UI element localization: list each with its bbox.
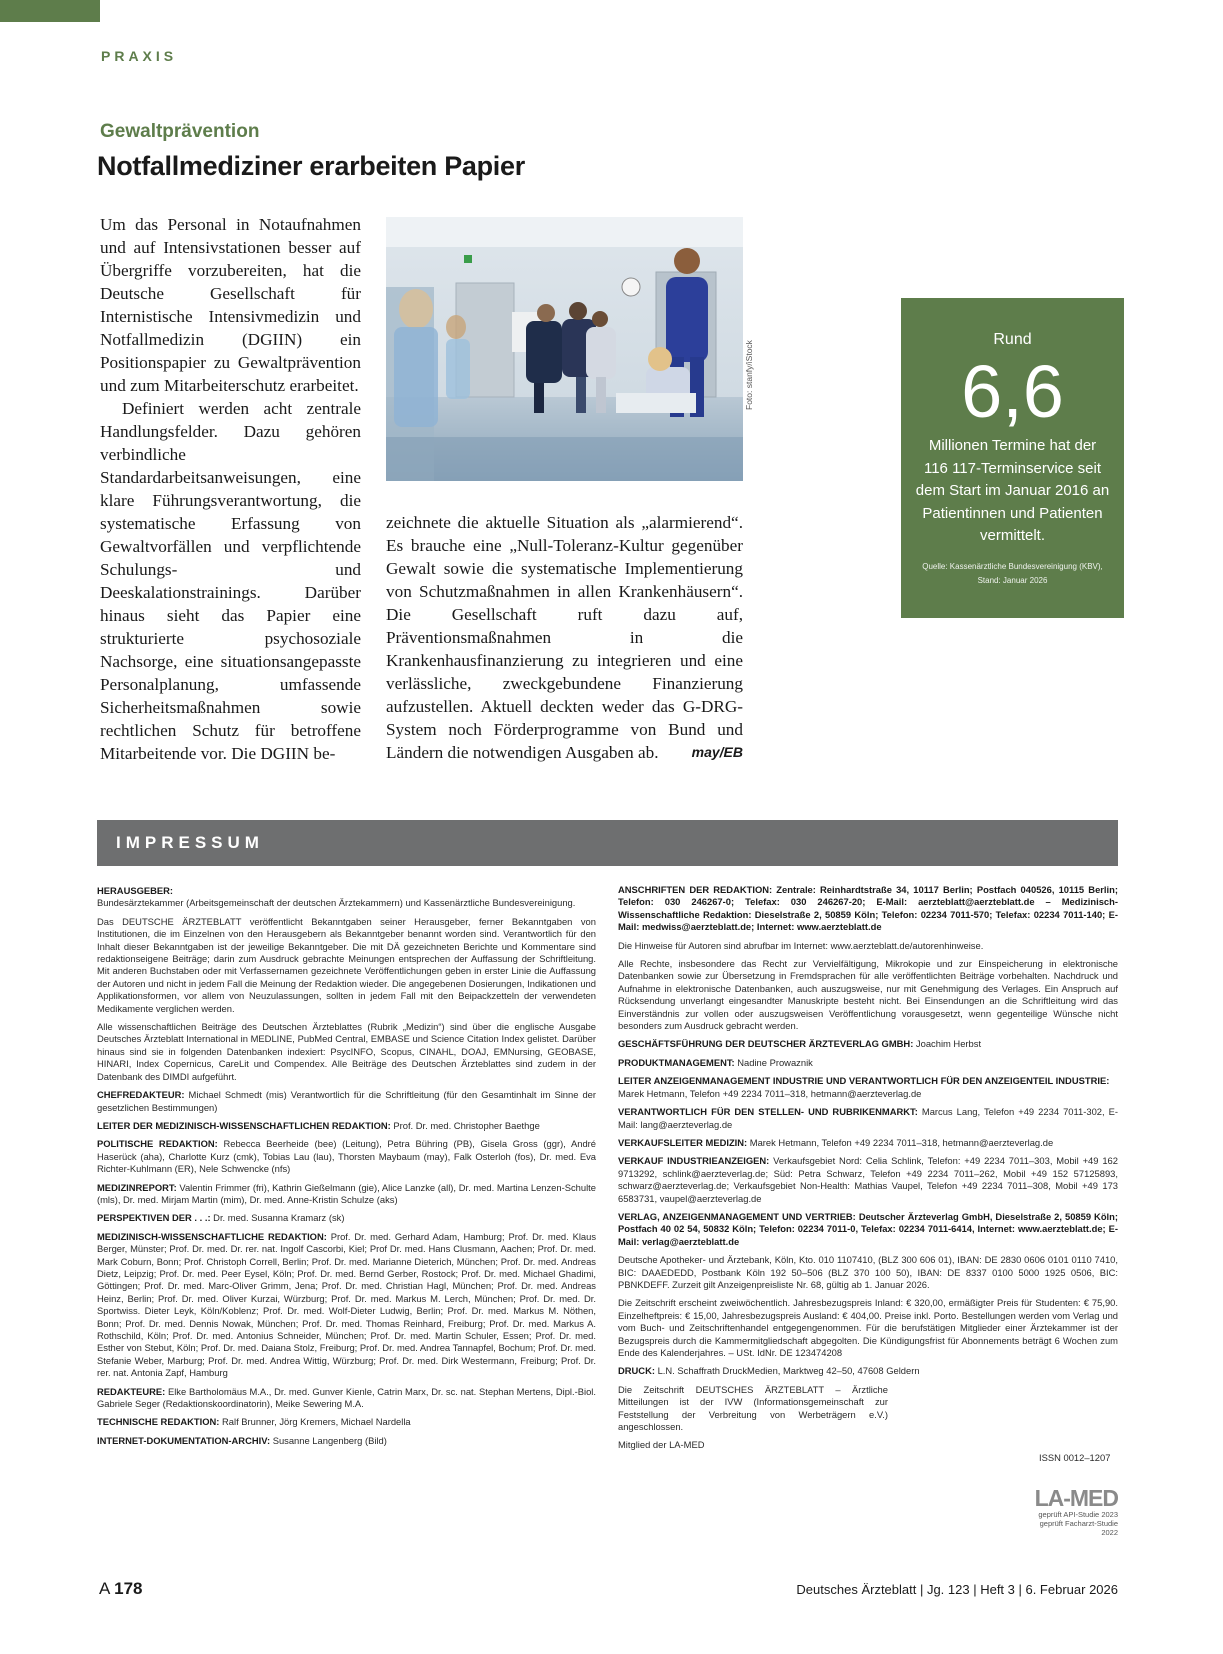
impressum-entry xyxy=(97,1416,596,1428)
impressum-entry xyxy=(97,916,596,1015)
impressum-entry xyxy=(618,1038,1118,1050)
section-color-tab xyxy=(0,0,100,22)
impressum-label: VERKAUFSLEITER MEDIZIN: xyxy=(618,1136,748,1148)
impressum-text: Deutsche Apotheker- und Ärztebank, Köln, Kto. 010 1107410, (BLZ 300 606 01), IBAN: DE 2830 0606 0101 0110 7410, BIC: DAAEDEDD, Postbank Köln 192 50–506 (BLZ 370 100 50), IBAN: DE 8337 0100 5000 1925 0506, BIC: PBNKDEFF. Zurzeit gilt Anzeigenpreisliste Nr. 68, gültig ab 1. Januar 2026. xyxy=(618,1254,1118,1290)
impressum-text: Elke Bartholomäus M.A., Dr. med. Gunver Kienle, Catrin Marx, Dr. sc. nat. Stephan Mertens, Dipl.-Biol. Gabriele Seger (Redaktionskoordinatorin), Meike Sewering M.A. xyxy=(97,1385,596,1410)
impressum-entry xyxy=(618,1365,1118,1377)
article-paragraph-text: zeichnete die aktuelle Situation als „alarmierend“. Es brauche eine „Null-Toleranz-Kultur gegenüber Gewalt sowie die systematische Implementierung von Schutzmaßnahmen in allen Krankenhäusern“. Die Gesellschaft ruft dazu auf, Präventionsmaßnahmen in die Krankenhausfinanzierung zu integrieren und eine verlässliche, zweckgebundene Finanzierung aufzustellen. Aktuell deckten weder das G-DRG-System noch Förderprogramme von Bund und Ländern die notwendigen Ausgaben ab. xyxy=(386,513,743,762)
impressum-text: Marcus Lang, Telefon +49 2234 7011-302, E-Mail: lang@aerzteverlag.de xyxy=(618,1106,1119,1130)
impressum-entry xyxy=(618,958,1118,1032)
impressum-text: Alle Rechte, insbesondere das Recht zur Vervielfältigung, Mikrokopie und zur Einspeicherung in elektronische Datenbanken sowie zur Übersetzung in Fremdsprachen für alle veröffentlichten Beiträge vorbehalten. Nachdruck und Aufnahme in elektronische Datenbanken, auch auszugsweise, nur mit Genehmigung des Verlages. Ein Anspruch auf Rücksendung unverlangt eingesandter Manuskripte besteht nicht. Bei Einsendungen an die Schriftleitung wird das Einverständnis zur vollen oder auszugsweisen Veröffentlichung vorausgesetzt, wenn gegenteilige Wünsche nicht besonders zum Ausdruck gebracht werden. xyxy=(618,958,1118,1032)
impressum-entry xyxy=(618,1439,1118,1451)
impressum-label: ANSCHRIFTEN DER REDAKTION: xyxy=(618,884,773,895)
fact-prefix: Rund xyxy=(993,331,1032,348)
impressum-label: CHEFREDAKTEUR: xyxy=(97,1089,185,1101)
impressum-entry xyxy=(618,1384,888,1434)
impressum-text: Bundesärztekammer (Arbeitsgemeinschaft der deutschen Ärztekammern) und Kassenärztliche Bundesvereinigung. xyxy=(97,897,576,909)
publication-info: Deutsches Ärzteblatt | Jg. 123 | Heft 3 | 6. Februar 2026 xyxy=(796,1582,1118,1597)
la-med-caption: geprüft Facharzt-Studie 2022 xyxy=(1039,1519,1118,1537)
article-paragraph xyxy=(386,511,743,764)
impressum-text: Das DEUTSCHE ÄRZTEBLATT veröffentlicht Bekanntgaben seiner Herausgeber, ferner Bekanntgaben von Institutionen, die im Einzelnen von den Herausgebern als Bekanntgeber benannt worden sind. Verantwortlich für den Inhalt dieser Bekanntgaben ist der jeweilige Bekanntgeber. Die mit DÄ gezeichneten Berichte und Kommentare sind redaktionseigene Beiträge; darin zum Ausdruck gebrachte Meinungen entsprechen der Auffassung der Schriftleitung. Mit anderen Buchstaben oder mit Verfassernamen gezeichnete Veröffentlichungen geben in erster Linie die Auffassung der Autoren und nicht in jedem Fall die Meinung der Redaktion wieder. Die angegebenen Dosierungen, Indikationen und Applikationsformen, vor allem von Neuzulassungen, sollten in jedem Fall mit den Beipackzetteln der verwendeten Medikamente verglichen werden. xyxy=(97,915,596,1014)
impressum-entry xyxy=(618,1254,1118,1291)
impressum-column-1 xyxy=(97,885,596,1453)
impressum-label: LEITER ANZEIGENMANAGEMENT INDUSTRIE UND VERANTWORTLICH FÜR DEN ANZEIGENTEIL INDUSTRIE: xyxy=(618,1075,1110,1087)
article-photo xyxy=(386,217,743,481)
impressum-text: Valentin Frimmer (fri), Kathrin Gießelmann (gie), Alice Lanzke (all), Dr. med. Martina Lenzen-Schulte (mls), Dr. med. Mirjam Martin (mim), Dr. med. Anne-Kristin Schulze (aks) xyxy=(97,1181,597,1205)
impressum-label: PRODUKTMANAGEMENT: xyxy=(618,1056,735,1068)
impressum-label: HERAUSGEBER: xyxy=(97,885,174,896)
section-label: PRAXIS xyxy=(101,48,178,64)
impressum-text: Mitglied der LA-MED xyxy=(618,1439,705,1451)
impressum-label: TECHNISCHE REDAKTION: xyxy=(97,1416,220,1428)
impressum-label: MEDIZINISCH-WISSENSCHAFTLICHE REDAKTION: xyxy=(97,1230,327,1242)
impressum-label: REDAKTEURE: xyxy=(97,1385,166,1397)
impressum-text: Susanne Langenberg (Bild) xyxy=(272,1434,387,1446)
impressum-text: Alle wissenschaftlichen Beiträge des Deutschen Ärzteblattes (Rubrik „Medizin“) sind über die englische Ausgabe Deutsches Ärzteblatt International in MEDLINE, PubMed Central, EMBASE und Science Citation Index gelistet. Darüber hinaus sind sie in folgenden Datenbanken indexiert: PsycINFO, Scopus, CINAHL, DOAJ, EMNursing, GEOBASE, HINARI, Index Copernicus, CareLit und Compendex. Alle Beiträge des Deutschen Ärzteblattes sind zudem in der Datenbank des DIMDI aufgeführt. xyxy=(97,1021,596,1082)
impressum-text: Marek Hetmann, Telefon +49 2234 7011–318, hetmann@aerzteverlag.de xyxy=(749,1136,1054,1148)
impressum-text: Die Zeitschrift DEUTSCHES ÄRZTEBLATT – Ärztliche Mitteilungen ist der IVW (Informationsgemeinschaft zur Feststellung der Verbreitung von Werbeträgern e.V.) angeschlossen. xyxy=(618,1383,888,1433)
hospital-scene-image xyxy=(386,217,743,481)
la-med-caption: geprüft API-Studie 2023 xyxy=(1038,1510,1118,1519)
fact-text: Millionen Termine hat der 116 117-Terminservice seit dem Start im Januar 2016 an Patientinnen und Patienten vermittelt. xyxy=(915,437,1110,544)
impressum-text: Deutscher Ärzteverlag GmbH, Dieselstraße 2, 50859 Köln; Postfach 40 02 54, 50832 Köln; Telefon: 02234 7011-0, Telefax: 02234 7011-6414, Internet: www.aerzteblatt.de; E-Mail: verlag@aerzteblatt.de xyxy=(618,1210,1119,1247)
impressum-entry xyxy=(97,1120,596,1132)
page-prefix: A xyxy=(99,1579,110,1598)
impressum-text: Zentrale: Reinhardtstraße 34, 10117 Berlin; Postfach 040526, 10115 Berlin; Telefon: 030 246267-0; Telefax: 030 246267-20; E-Mail: aerzteblatt@aerzteblatt.de – Medizinisch-Wissenschaftliche Redaktion: Dieselstraße 2, 50859 Köln; Telefon: 02234 7011-570; Telefax: 02234 7011-140; E-Mail: medwiss@aerzteblatt.de; Internet: www.aerzteblatt.de xyxy=(618,884,1118,933)
impressum-text: Michael Schmedt (mis) Verantwortlich für die Schriftleitung (für den Gesamtinhalt im Sinne der gesetzlichen Bestimmungen) xyxy=(97,1089,597,1113)
impressum-entry xyxy=(618,1137,1118,1149)
impressum-entry xyxy=(97,1089,596,1114)
impressum-entry xyxy=(618,1155,1118,1205)
impressum-entry xyxy=(97,1231,596,1380)
article-column-2 xyxy=(386,511,743,764)
fact-number: 6,6 xyxy=(961,350,1064,433)
impressum-text: Prof. Dr. med. Gerhard Adam, Hamburg; Prof. Dr. med. Klaus Berger, Münster; Prof. Dr. med. Dr. rer. nat. Ingolf Cascorbi, Kiel; Prof Dr. med. Hans Clusmann, Aachen; Prof. Dr. med. Mark Coburn, Bonn; Prof. Christoph Correll, Berlin; Prof. Dr. med. Marianne Dieterich, München; Prof. Dr. med. Andreas Dietz, Leipzig; Prof. Dr. med. Peer Eysel, Köln; Prof. Dr. med. Bernd Gerber, Rostock; Prof. Dr. med. Michael Ghadimi, Göttingen; Prof. Dr. med. Marc-Oliver Grimm, Jena; Prof. Dr. med. Christian Hagl, München; Prof. Dr. med. Andreas Heinz, Berlin; Prof. Dr. med. Oliver Kurzai, Würzburg; Prof. Dr. med. Markus M. Lerch, München; Prof. Dr. med. Dr. Sportwiss. Dieter Leyk, Köln/Koblenz; Prof. Dr. med. Wolf-Dieter Ludwig, Berlin; Prof. Dr. med. Markus M. Nöthen, Bonn; Prof. Dr. med. Dennis Nowak, München; Prof. Dr. med. Thomas Reinhard, Freiburg; Prof. Dr. med. Markus A. Rothschild, Köln; Prof. Dr. med. Antonius Schneider, München; Prof. Dr. med. Martin Schuler, Essen; Prof. Dr. med. Esther von Stebut, Köln; Prof. Dr. med. Daiana Stolz, Freiburg; Prof. Dr. med. Andrea Tannapfel, Bochum; Prof. Dr. med. Stefanie Weber, Marburg; Prof. Dr. med. Andrea Wittig, Würzburg; Prof. Dr. med. Dirk Westermann, Freiburg; Prof. Dr. rer. nat. Antonia Zapf, Hamburg xyxy=(97,1230,597,1379)
impressum-label: MEDIZINREPORT: xyxy=(97,1181,177,1193)
impressum-entry xyxy=(618,884,1118,934)
impressum-entry xyxy=(97,1182,596,1207)
impressum-text: Verkaufsgebiet Nord: Celia Schlink, Telefon: +49 2234 7011–303, Mobil +49 162 9713292, schlink@aerzteverlag.de; Süd: Petra Schwarz, Telefon +49 2234 7011–262, Mobil +49 152 57125893, schwarz@aerzteverlag.de; Verkaufsgebiet Non-Health: Mathias Vaupel, Telefon +49 2234 7011–308, Mobil +49 173 6583731, vaupel@aerzteverlag.de xyxy=(618,1155,1118,1204)
impressum-text: Joachim Herbst xyxy=(915,1038,982,1050)
impressum-label: GESCHÄFTSFÜHRUNG DER DEUTSCHER ÄRZTEVERLAG GMBH: xyxy=(618,1038,914,1050)
author-signature: may/EB xyxy=(691,744,743,760)
impressum-text: Ralf Brunner, Jörg Kremers, Michael Nardella xyxy=(222,1416,411,1428)
photo-credit: Foto: stanfy/iStock xyxy=(744,340,754,410)
fact-box xyxy=(901,298,1124,618)
impressum-text: Die Hinweise für Autoren sind abrufbar im Internet: www.aerzteblatt.de/autorenhinweise. xyxy=(618,939,984,951)
page-number xyxy=(99,1579,143,1599)
issn-number: ISSN 0012–1207 xyxy=(1039,1452,1111,1463)
impressum-header-bar xyxy=(97,820,1118,866)
article-headline: Notfallmediziner erarbeiten Papier xyxy=(97,151,525,181)
impressum-text: Die Zeitschrift erscheint zweiwöchentlich. Jahresbezugspreis Inland: € 320,00, ermäßigter Preis für Studenten: € 75,90. Einzelheftpreis: € 15,00, Jahresbezugspreis Ausland: € 404,00. Preise inkl. Porto. Bestellungen werden vom Verlag und vom Buch- und Zeitschriftenhandel entgegengenommen. Für die berufstätigen Mitglieder einer Ärztekammer ist der Bezugspreis durch die Kammermitgliedschaft abgegolten. Die Kündigungsfrist für Abonnements beträgt 6 Wochen zum Ende des Kalenderjahres. – USt. IdNr. DE 123474208 xyxy=(618,1297,1118,1358)
impressum-label: INTERNET-DOKUMENTATION-ARCHIV: xyxy=(97,1434,271,1446)
fact-source: Quelle: Kassenärztliche Bundesvereinigung (KBV), Stand: Januar 2026 xyxy=(922,562,1103,585)
impressum-label: PERSPEKTIVEN DER . . .: xyxy=(97,1212,211,1224)
impressum-entry xyxy=(618,1057,1118,1069)
impressum-entry xyxy=(97,1386,596,1411)
impressum-label: DRUCK: xyxy=(618,1365,655,1377)
impressum-entry xyxy=(97,1138,596,1175)
impressum-label: POLITISCHE REDAKTION: xyxy=(97,1138,218,1150)
la-med-logo: LA-MED xyxy=(1034,1485,1118,1511)
impressum-label: VERANTWORTLICH FÜR DEN STELLEN- UND RUBRIKENMARKT: xyxy=(618,1106,918,1118)
page-number-value: 178 xyxy=(114,1579,143,1598)
article-kicker: Gewaltprävention xyxy=(100,121,260,142)
impressum-entry xyxy=(618,940,1118,952)
impressum-entry xyxy=(97,885,596,910)
impressum-entry xyxy=(618,1297,1118,1359)
impressum-text: Nadine Prowaznik xyxy=(737,1056,813,1068)
impressum-label: LEITER DER MEDIZINISCH-WISSENSCHAFTLICHEN REDAKTION: xyxy=(97,1119,391,1131)
impressum-label: VERLAG, ANZEIGENMANAGEMENT UND VERTRIEB: xyxy=(618,1210,856,1222)
impressum-text: L.N. Schaffrath DruckMedien, Marktweg 42–50, 47608 Geldern xyxy=(657,1365,920,1377)
impressum-text: Marek Hetmann, Telefon +49 2234 7011–318, hetmann@aerzteverlag.de xyxy=(618,1087,922,1099)
impressum-text: Prof. Dr. med. Christopher Baethge xyxy=(393,1119,540,1131)
impressum-entry xyxy=(97,1435,596,1447)
impressum-entry xyxy=(97,1021,596,1083)
impressum-entry xyxy=(618,1075,1118,1100)
article-paragraph: Definiert werden acht zentrale Handlungsfelder. Dazu gehören verbindliche Standardarbeitsanweisungen, eine klare Führungsverantwortung, die systematische Erfassung von Gewaltvorfällen und verpflichtende Schulungs- und Deeskalationstrainings. Darüber hinaus sieht das Papier eine strukturierte psychosoziale Nachsorge, eine situationsangepasste Personalplanung, umfassende Sicherheitsmaßnahmen sowie rechtlichen Schutz für betroffene Mitarbeitende vor. Die DGIIN be- xyxy=(100,399,361,763)
article-paragraph: Um das Personal in Notaufnahmen und auf Intensivstationen besser auf Übergriffe vorzubereiten, hat die Deutsche Gesellschaft für Internistische Intensivmedizin und Notfallmedizin (DGIIN) ein Positionspapier zu Gewaltprävention und zum Mitarbeiterschutz erarbeitet. xyxy=(100,215,361,395)
impressum-entry xyxy=(618,1106,1118,1131)
impressum-label: VERKAUF INDUSTRIEANZEIGEN: xyxy=(618,1155,770,1167)
impressum-title: IMPRESSUM xyxy=(116,833,264,852)
impressum-text: Rebecca Beerheide (bee) (Leitung), Petra Bühring (PB), Gisela Gross (ggr), André Haserück (aha), Charlotte Kurz (cmk), Tobias Lau (lau), Thorsten Maybaum (may), Falk Osterloh (fos), Dr. med. Eva Richter-Kuhlmann (ER), Nele Schwencke (nfs) xyxy=(97,1138,596,1175)
impressum-entry xyxy=(97,1212,596,1224)
article-column-1 xyxy=(100,213,361,765)
impressum-text: Dr. med. Susanna Kramarz (sk) xyxy=(213,1212,345,1224)
impressum-entry xyxy=(618,1211,1118,1248)
la-med-badge xyxy=(1024,1486,1118,1537)
impressum-column-2 xyxy=(618,884,1118,1458)
